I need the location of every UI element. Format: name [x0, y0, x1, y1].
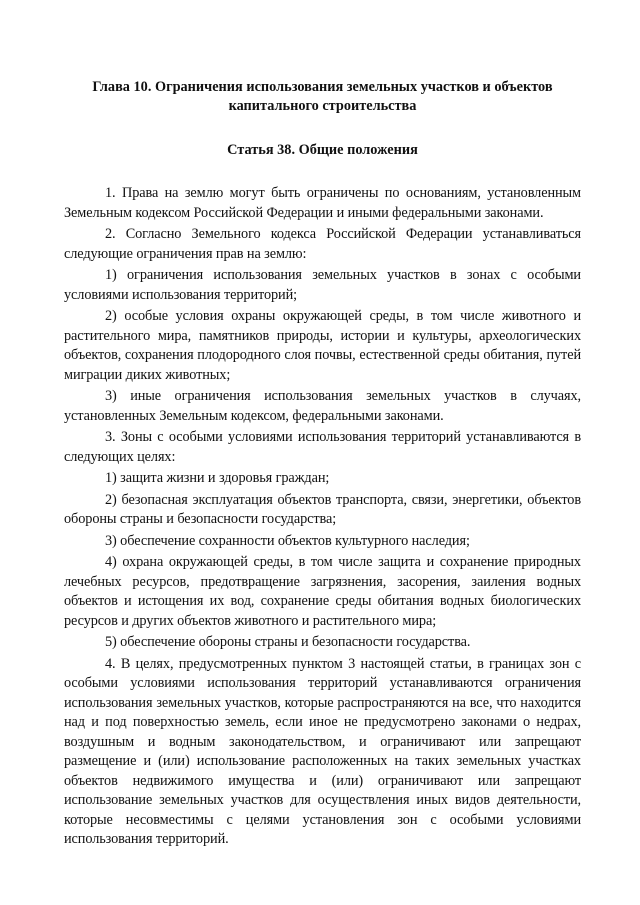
paragraph: 1) ограничения использования земельных участков в зонах с особыми условиями использования территорий; — [64, 267, 581, 303]
paragraph: 5) обеспечение обороны страны и безопасности государства. — [105, 634, 471, 650]
paragraph: 1) защита жизни и здоровья граждан; — [105, 470, 330, 486]
paragraph: 2) безопасная эксплуатация объектов транспорта, связи, энергетики, объектов обороны страны и безопасности государства; — [64, 491, 581, 527]
chapter-title: Глава 10. Ограничения использования земельных участков и объектов капитального строительства — [92, 79, 553, 114]
paragraph: 3) иные ограничения использования земельных участков в случаях, установленных Земельным кодексом, федеральными законами. — [64, 388, 581, 424]
document-page — [64, 78, 581, 852]
paragraph: 1. Права на землю могут быть ограничены по основаниям, установленным Земельным кодексом Российской Федерации и иными федеральными законами. — [64, 185, 581, 221]
paragraph: 2. Согласно Земельного кодекса Российской Федерации устанавливаться следующие ограничения прав на землю: — [64, 226, 581, 262]
paragraph: 4) охрана окружающей среды, в том числе защита и сохранение природных лечебных ресурсов, предотвращение загрязнения, засорения, заиления водных объектов и истощения их вод, сохранение среды обитания водных биологических ресурсов и других объектов животного и растительного мира; — [64, 554, 581, 629]
paragraph: 3. Зоны с особыми условиями использования территорий устанавливаются в следующих целях: — [64, 429, 581, 465]
article-title: Статья 38. Общие положения — [227, 142, 418, 158]
paragraph: 4. В целях, предусмотренных пунктом 3 настоящей статьи, в границах зон с особыми условиями использования территорий устанавливаются ограничения использования земельных участков, которые распространяются на все, что находится над и под поверхностью земель, если иное не предусмотрено законами о недрах, воздушным и водным законодательством, и ограничивают или запрещают размещение и (или) использование расположенных на таких земельных участках объектов недвижимого имущества и (или) ограничивают или запрещают использование земельных участков для осуществления иных видов деятельности, которые несовместимы с целями установления зон с особыми условиями использования территорий. — [64, 655, 581, 847]
paragraph: 3) обеспечение сохранности объектов культурного наследия; — [105, 532, 470, 549]
paragraph: 2) особые условия охраны окружающей среды, в том числе животного и растительного мира, памятников природы, истории и культуры, археологических объектов, сохранения плодородного слоя почвы, естественной среды обитания, путей миграции диких животных; — [64, 308, 581, 383]
